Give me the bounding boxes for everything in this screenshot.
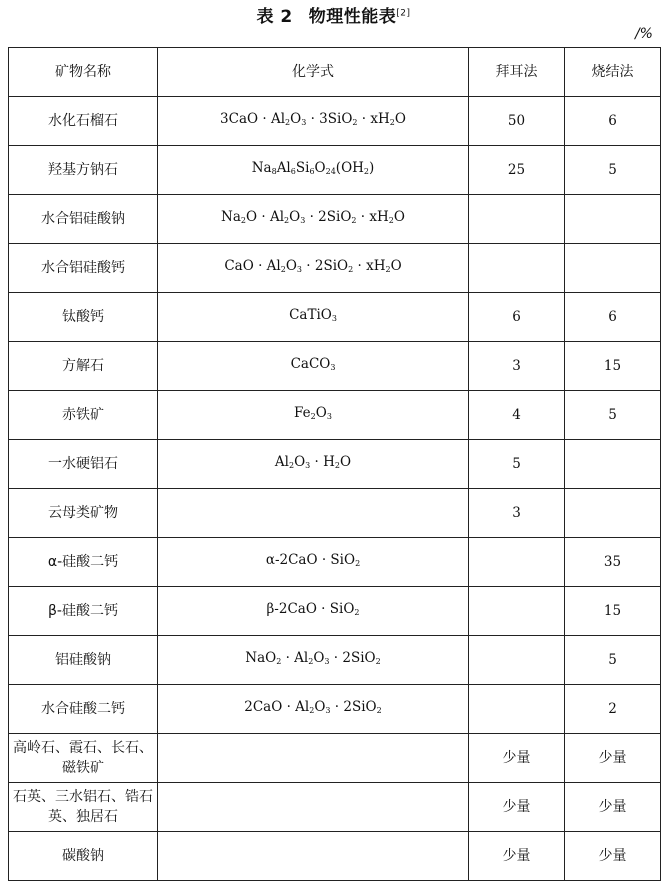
sinter-value-cell: 35	[565, 538, 661, 587]
mineral-name-cell: 水合硅酸二钙	[9, 685, 158, 734]
table-row	[9, 391, 661, 440]
formula-cell: $NaO_2 \cdot Al_2O_3 \cdot 2SiO_2$	[158, 636, 469, 685]
table-row	[9, 342, 661, 391]
bayer-value-cell: 4	[469, 391, 565, 440]
formula-cell: CaCO$_3$	[158, 342, 469, 391]
bayer-value-cell: 3	[469, 489, 565, 538]
formula-cell: $2CaO \cdot Al_2O_3 \cdot 2SiO_2$	[158, 685, 469, 734]
table-row	[9, 146, 661, 195]
formula-cell: CaO · $Al_2O_3 \cdot 2SiO_2 \cdot xH_2O$	[158, 244, 469, 293]
table-row	[9, 195, 661, 244]
header-row	[9, 48, 661, 97]
formula-cell: $Fe_2O_3$	[158, 391, 469, 440]
sinter-value-cell: 少量	[565, 783, 661, 832]
sinter-value-cell: 少量	[565, 734, 661, 783]
mineral-name-cell: 水合铝硅酸钠	[9, 195, 158, 244]
bayer-value-cell	[469, 195, 565, 244]
formula-cell	[158, 832, 469, 881]
mineral-name-cell: 水化石榴石	[9, 97, 158, 146]
bayer-value-cell: 5	[469, 440, 565, 489]
formula-cell: $Al_2O_3 \cdot H_2O$	[158, 440, 469, 489]
mineral-name-cell: 赤铁矿	[9, 391, 158, 440]
table-title	[0, 2, 667, 27]
mineral-name-cell: 方解石	[9, 342, 158, 391]
header-mineral-name: 矿物名称	[9, 48, 158, 97]
sinter-value-cell	[565, 440, 661, 489]
table-row	[9, 685, 661, 734]
table-title-text: 物理性能表	[308, 7, 397, 27]
mineral-name-cell: 高岭石、霞石、长石、磁铁矿	[9, 734, 158, 783]
bayer-value-cell	[469, 636, 565, 685]
sinter-value-cell: 2	[565, 685, 661, 734]
sinter-value-cell	[565, 244, 661, 293]
sinter-value-cell: 6	[565, 97, 661, 146]
bayer-value-cell: 25	[469, 146, 565, 195]
table-row	[9, 783, 661, 832]
bayer-value-cell	[469, 538, 565, 587]
unit-label: /%	[634, 26, 653, 42]
sinter-value-cell	[565, 195, 661, 244]
bayer-value-cell: 少量	[469, 832, 565, 881]
formula-cell	[158, 489, 469, 538]
mineral-name-cell: α-硅酸二钙	[9, 538, 158, 587]
mineral-name-cell: 铝硅酸钠	[9, 636, 158, 685]
bayer-value-cell	[469, 244, 565, 293]
bayer-value-cell: 6	[469, 293, 565, 342]
header-formula: 化学式	[158, 48, 469, 97]
table-row	[9, 587, 661, 636]
formula-cell: $Na_2O \cdot Al_2O_3 \cdot 2SiO_2 \cdot xH_2O$	[158, 195, 469, 244]
formula-cell: $3CaO \cdot Al_2O_3 \cdot 3SiO_2 \cdot xH_2O$	[158, 97, 469, 146]
bayer-value-cell	[469, 587, 565, 636]
mineral-name-cell: 石英、三水铝石、锆石英、独居石	[9, 783, 158, 832]
sinter-value-cell: 5	[565, 391, 661, 440]
formula-cell: β-2CaO · SiO$_2$	[158, 587, 469, 636]
mineral-name-cell: 水合铝硅酸钙	[9, 244, 158, 293]
table-row	[9, 489, 661, 538]
table-row	[9, 832, 661, 881]
mineral-name-cell: 钛酸钙	[9, 293, 158, 342]
mineral-name-cell: 碳酸钠	[9, 832, 158, 881]
table-number: 表 2	[256, 7, 293, 27]
table-row	[9, 538, 661, 587]
table-row	[9, 293, 661, 342]
formula-cell	[158, 783, 469, 832]
formula-cell	[158, 734, 469, 783]
reference-mark: [2]	[396, 8, 411, 19]
formula-cell: CaTiO$_3$	[158, 293, 469, 342]
mineral-name-cell: 一水硬铝石	[9, 440, 158, 489]
sinter-value-cell: 少量	[565, 832, 661, 881]
mineral-name-cell: β-硅酸二钙	[9, 587, 158, 636]
formula-cell: α-2CaO · SiO$_2$	[158, 538, 469, 587]
header-sinter: 烧结法	[565, 48, 661, 97]
table-row	[9, 97, 661, 146]
mineral-name-cell: 羟基方钠石	[9, 146, 158, 195]
bayer-value-cell: 3	[469, 342, 565, 391]
properties-table	[8, 47, 661, 881]
bayer-value-cell: 少量	[469, 783, 565, 832]
sinter-value-cell: 5	[565, 636, 661, 685]
sinter-value-cell: 15	[565, 587, 661, 636]
sinter-value-cell: 15	[565, 342, 661, 391]
table-row	[9, 244, 661, 293]
mineral-name-cell: 云母类矿物	[9, 489, 158, 538]
bayer-value-cell: 50	[469, 97, 565, 146]
table-row	[9, 636, 661, 685]
header-bayer: 拜耳法	[469, 48, 565, 97]
sinter-value-cell: 5	[565, 146, 661, 195]
bayer-value-cell	[469, 685, 565, 734]
table-row	[9, 440, 661, 489]
table-row	[9, 734, 661, 783]
sinter-value-cell: 6	[565, 293, 661, 342]
sinter-value-cell	[565, 489, 661, 538]
bayer-value-cell: 少量	[469, 734, 565, 783]
formula-cell: $Na_8Al_6Si_6O_{24}(OH_2)$	[158, 146, 469, 195]
